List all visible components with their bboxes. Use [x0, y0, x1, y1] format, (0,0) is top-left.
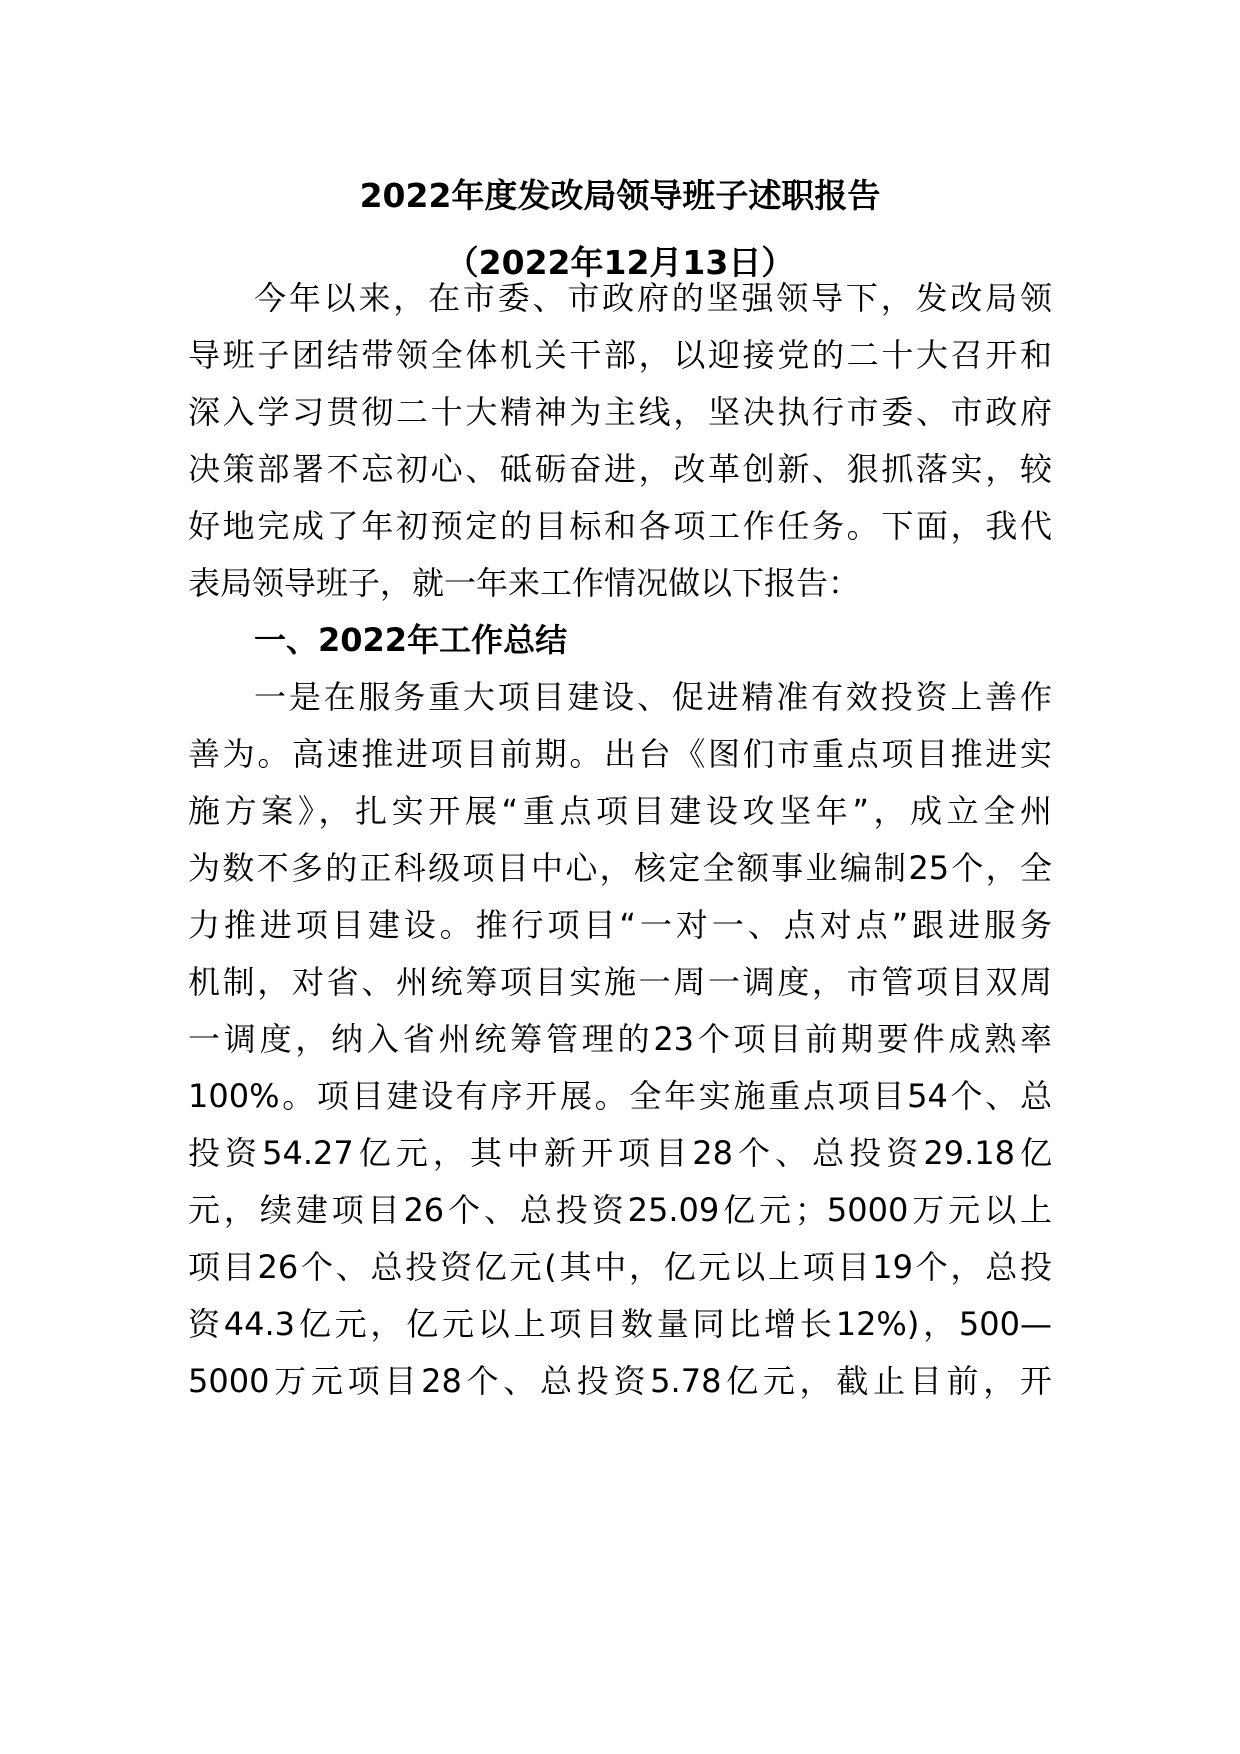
paragraph-line: 一是在服务重大项目建设、促进精准有效投资上善作 — [254, 678, 1052, 716]
paragraph-line: 投资54.27亿元，其中新开项目28个、总投资29.18亿 — [188, 1134, 1052, 1172]
section-heading: 一、2022年工作总结 — [254, 621, 568, 659]
paragraph-line: 施方案》，扎实开展“重点项目建设攻坚年”，成立全州 — [188, 792, 1052, 830]
paragraph-line: 今年以来，在市委、市政府的坚强领导下，发改局领 — [254, 279, 1052, 317]
document-title: 2022年度发改局领导班子述职报告 — [359, 176, 881, 215]
paragraph-line: 项目26个、总投资亿元(其中，亿元以上项目19个，总投 — [188, 1248, 1052, 1286]
document-date: （2022年12月13日） — [445, 243, 795, 282]
paragraph-line: 力推进项目建设。推行项目“一对一、点对点”跟进服务 — [188, 906, 1052, 944]
paragraph-line: 5000万元项目28个、总投资5.78亿元，截止目前，开 — [188, 1362, 1052, 1400]
paragraph-line: 善为。高速推进项目前期。出台《图们市重点项目推进实 — [188, 735, 1052, 773]
paragraph-line: 好地完成了年初预定的目标和各项工作任务。下面，我代 — [188, 507, 1052, 545]
paragraph-line: 机制，对省、州统筹项目实施一周一调度，市管项目双周 — [188, 963, 1052, 1001]
paragraph-line: 为数不多的正科级项目中心，核定全额事业编制25个，全 — [188, 849, 1052, 887]
paragraph-line: 导班子团结带领全体机关干部，以迎接党的二十大召开和 — [188, 336, 1052, 374]
paragraph-line: 元，续建项目26个、总投资25.09亿元；5000万元以上 — [188, 1191, 1052, 1229]
paragraph-line: 资44.3亿元，亿元以上项目数量同比增长12%)，500— — [188, 1305, 1052, 1343]
paragraph-line: 一调度，纳入省州统筹管理的23个项目前期要件成熟率 — [188, 1020, 1052, 1058]
paragraph-line: 深入学习贯彻二十大精神为主线，坚决执行市委、市政府 — [188, 393, 1052, 431]
paragraph-line: 100%。项目建设有序开展。全年实施重点项目54个、总 — [188, 1077, 1052, 1115]
paragraph-line: 决策部署不忘初心、砥砺奋进，改革创新、狠抓落实，较 — [188, 450, 1052, 488]
paragraph-line: 表局领导班子，就一年来工作情况做以下报告： — [188, 564, 861, 602]
